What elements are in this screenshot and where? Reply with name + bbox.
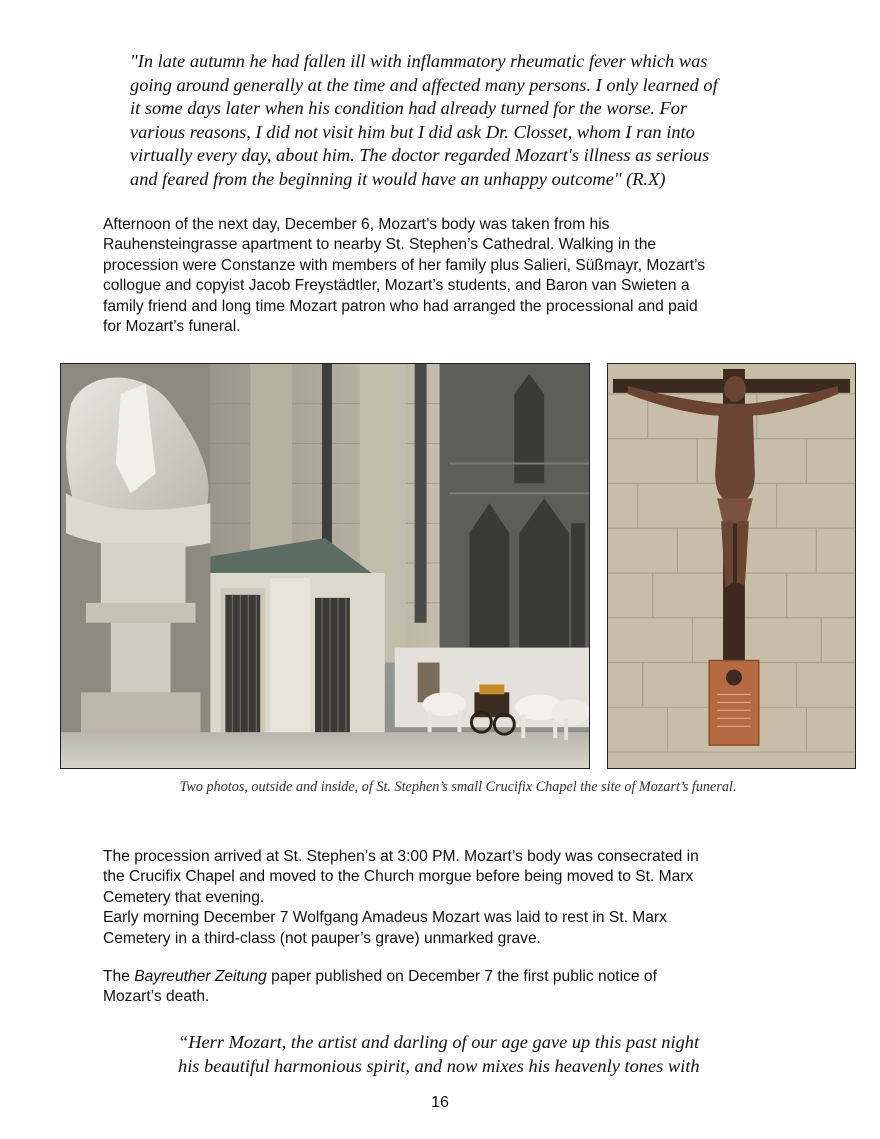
quote-line: “Herr Mozart, the artist and darling of our age gave up this past night xyxy=(178,1032,700,1052)
paragraph-line: procession were Constanze with members of her family plus Salieri, Süßmayr, Mozart’s xyxy=(103,256,706,274)
photo-chapel-exterior xyxy=(60,363,590,769)
paragraph-procession xyxy=(103,215,783,337)
quote-line: various reasons, I did not visit him but I did ask Dr. Closset, whom I ran into xyxy=(130,121,695,142)
quote-line: going around generally at the time and affected many persons. I only learned of xyxy=(130,74,718,95)
paragraph-line: family friend and long time Mozart patron who had arranged the processional and paid xyxy=(103,297,698,315)
paragraph-line: The procession arrived at St. Stephen’s at 3:00 PM. Mozart’s body was consecrated in xyxy=(103,848,699,865)
quote-line: "In late autumn he had fallen ill with inflammatory rheumatic fever which was xyxy=(130,51,708,71)
quote-line: and feared from the beginning it would have an unhappy outcome" (R.X) xyxy=(130,168,666,189)
notice-line: Mozart’s death. xyxy=(103,988,210,1006)
photo-chapel-crucifix xyxy=(607,363,856,769)
notice-prefix: The xyxy=(103,968,135,985)
photo-caption: Two photos, outside and inside, of St. Stephen’s small Crucifix Chapel the site of Mozart’s funeral. xyxy=(179,779,737,795)
quote-line: it some days later when his condition had already turned for the worse. For xyxy=(130,98,688,119)
paragraph-notice xyxy=(103,967,783,1008)
paragraph-line: Rauhensteingrasse apartment to nearby St. Stephen’s Cathedral. Walking in the xyxy=(103,236,657,254)
newspaper-name: Bayreuther Zeitung xyxy=(134,968,267,985)
paragraph-line: Cemetery in a third-class (not pauper’s grave) unmarked grave. xyxy=(103,929,541,947)
chapel-exterior-illustration xyxy=(61,364,589,768)
paragraph-line: the Crucifix Chapel and moved to the Church morgue before being moved to St. Marx xyxy=(103,868,694,886)
paragraph-arrival xyxy=(103,847,783,949)
quote-line: virtually every day, about him. The doctor regarded Mozart's illness as serious xyxy=(130,145,710,166)
page-number: 16 xyxy=(431,1094,449,1111)
notice-suffix: paper published on December 7 the first public notice of xyxy=(266,968,657,985)
paragraph-line: Afternoon of the next day, December 6, Mozart’s body was taken from his xyxy=(103,216,610,233)
paragraph-line: Early morning December 7 Wolfgang Amadeus Mozart was laid to rest in St. Marx xyxy=(103,909,667,927)
crucifix-illustration xyxy=(608,364,855,768)
paragraph-line: collogue and copyist Jacob Freystädtler, Mozart’s students, and Baron van Swieten a xyxy=(103,277,690,295)
quote-line: his beautiful harmonious spirit, and now mixes his heavenly tones with xyxy=(178,1055,700,1076)
paragraph-line: Cemetery that evening. xyxy=(103,888,265,906)
paragraph-line: for Mozart’s funeral. xyxy=(103,318,241,336)
quote-closset xyxy=(130,50,790,192)
quote-newspaper xyxy=(178,1031,798,1078)
